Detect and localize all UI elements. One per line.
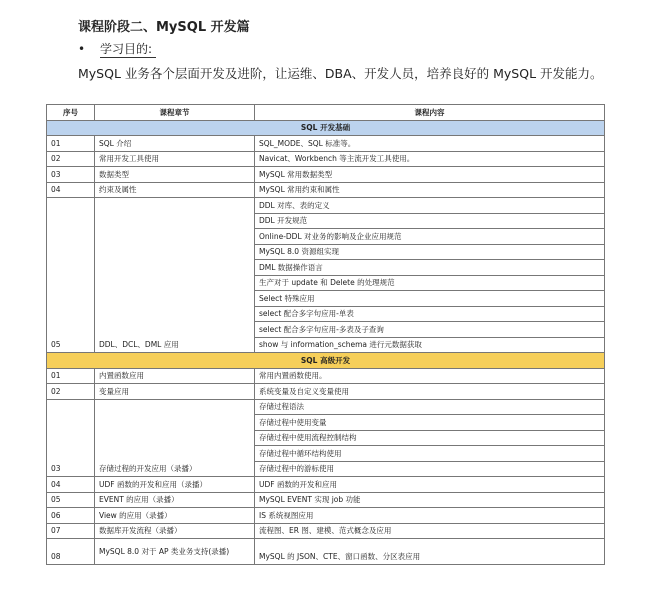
bullet: •	[78, 42, 86, 56]
row-content: 常用内置函数使用。	[255, 368, 605, 384]
table-row	[47, 151, 605, 167]
page-title: 课程阶段二、MySQL 开发篇	[78, 20, 250, 35]
table-row	[47, 136, 605, 152]
row-content: 系统变量及自定义变量使用	[255, 384, 605, 400]
row-content: UDF 函数的开发和应用	[255, 477, 605, 493]
row-no: 03	[47, 167, 95, 183]
row-chapter: SQL 介绍	[95, 136, 255, 152]
section-title: SQL 开发基础	[47, 120, 605, 136]
row-content: DML 数据操作语言	[255, 260, 605, 276]
row-no: 01	[47, 136, 95, 152]
header-no: 序号	[47, 105, 95, 121]
row-content: MySQL 常用数据类型	[255, 167, 605, 183]
table-row	[47, 198, 605, 214]
row-content: IS 系统视图应用	[255, 508, 605, 524]
header-content: 课程内容	[255, 105, 605, 121]
table-row	[47, 508, 605, 524]
row-content: 存储过程中的游标使用	[255, 461, 605, 477]
row-content: DDL 开发规范	[255, 213, 605, 229]
course-table	[46, 104, 605, 565]
row-no: 07	[47, 523, 95, 539]
goal-description: MySQL 业务各个层面开发及进阶，让运维、DBA、开发人员，培养良好的 MySQL 开发能力。	[78, 66, 603, 81]
row-no: 03	[47, 399, 95, 477]
row-content: show 与 information_schema 进行元数据获取	[255, 337, 605, 353]
table-row	[47, 523, 605, 539]
row-chapter: UDF 函数的开发和应用（录播）	[95, 477, 255, 493]
row-chapter: 内置函数应用	[95, 368, 255, 384]
row-content: MySQL 常用约束和属性	[255, 182, 605, 198]
row-content: DDL 对库、表的定义	[255, 198, 605, 214]
table-row	[47, 492, 605, 508]
header-chapter: 课程章节	[95, 105, 255, 121]
learning-goal	[78, 40, 156, 58]
row-content: MySQL 的 JSON、CTE、窗口函数、分区表应用	[255, 539, 605, 565]
row-chapter: 变量应用	[95, 384, 255, 400]
row-chapter: 常用开发工具使用	[95, 151, 255, 167]
row-chapter: 数据类型	[95, 167, 255, 183]
row-no: 02	[47, 384, 95, 400]
row-no: 04	[47, 477, 95, 493]
table-row	[47, 182, 605, 198]
row-content: MySQL 8.0 资源组实现	[255, 244, 605, 260]
row-content: 存储过程中循环结构使用	[255, 446, 605, 462]
row-no: 04	[47, 182, 95, 198]
row-content: select 配合多字句应用-单表	[255, 306, 605, 322]
row-chapter: 数据库开发流程（录播）	[95, 523, 255, 539]
row-content: 生产对于 update 和 Delete 的处理规范	[255, 275, 605, 291]
row-content: 存储过程中使用流程控制结构	[255, 430, 605, 446]
row-no: 05	[47, 198, 95, 353]
row-chapter: MySQL 8.0 对于 AP 类业务支持(录播)	[95, 539, 255, 565]
table-row	[47, 368, 605, 384]
row-content: 流程图、ER 图、建模、范式概念及应用	[255, 523, 605, 539]
section-row-basic	[47, 120, 605, 136]
row-content: 存储过程语法	[255, 399, 605, 415]
row-no: 02	[47, 151, 95, 167]
table-row	[47, 399, 605, 415]
row-content: MySQL EVENT 实现 job 功能	[255, 492, 605, 508]
table-row	[47, 167, 605, 183]
row-content: select 配合多字句应用-多表及子查询	[255, 322, 605, 338]
row-no: 08	[47, 539, 95, 565]
goal-label: 学习目的:	[100, 40, 156, 58]
table-row	[47, 477, 605, 493]
row-content: Online-DDL 对业务的影响及企业应用规范	[255, 229, 605, 245]
row-content: Navicat、Workbench 等主流开发工具使用。	[255, 151, 605, 167]
section-row-advanced	[47, 353, 605, 369]
row-chapter: View 的应用（录播）	[95, 508, 255, 524]
row-content: SQL_MODE、SQL 标准等。	[255, 136, 605, 152]
row-chapter: 存储过程的开发应用（录播）	[95, 399, 255, 477]
row-no: 05	[47, 492, 95, 508]
row-content: Select 特殊应用	[255, 291, 605, 307]
row-content: 存储过程中使用变量	[255, 415, 605, 431]
table-header-row	[47, 105, 605, 121]
section-title: SQL 高级开发	[47, 353, 605, 369]
row-no: 01	[47, 368, 95, 384]
row-chapter: 约束及属性	[95, 182, 255, 198]
row-chapter: DDL、DCL、DML 应用	[95, 198, 255, 353]
table-row	[47, 539, 605, 565]
table-row	[47, 384, 605, 400]
row-chapter: EVENT 的应用（录播）	[95, 492, 255, 508]
row-no: 06	[47, 508, 95, 524]
